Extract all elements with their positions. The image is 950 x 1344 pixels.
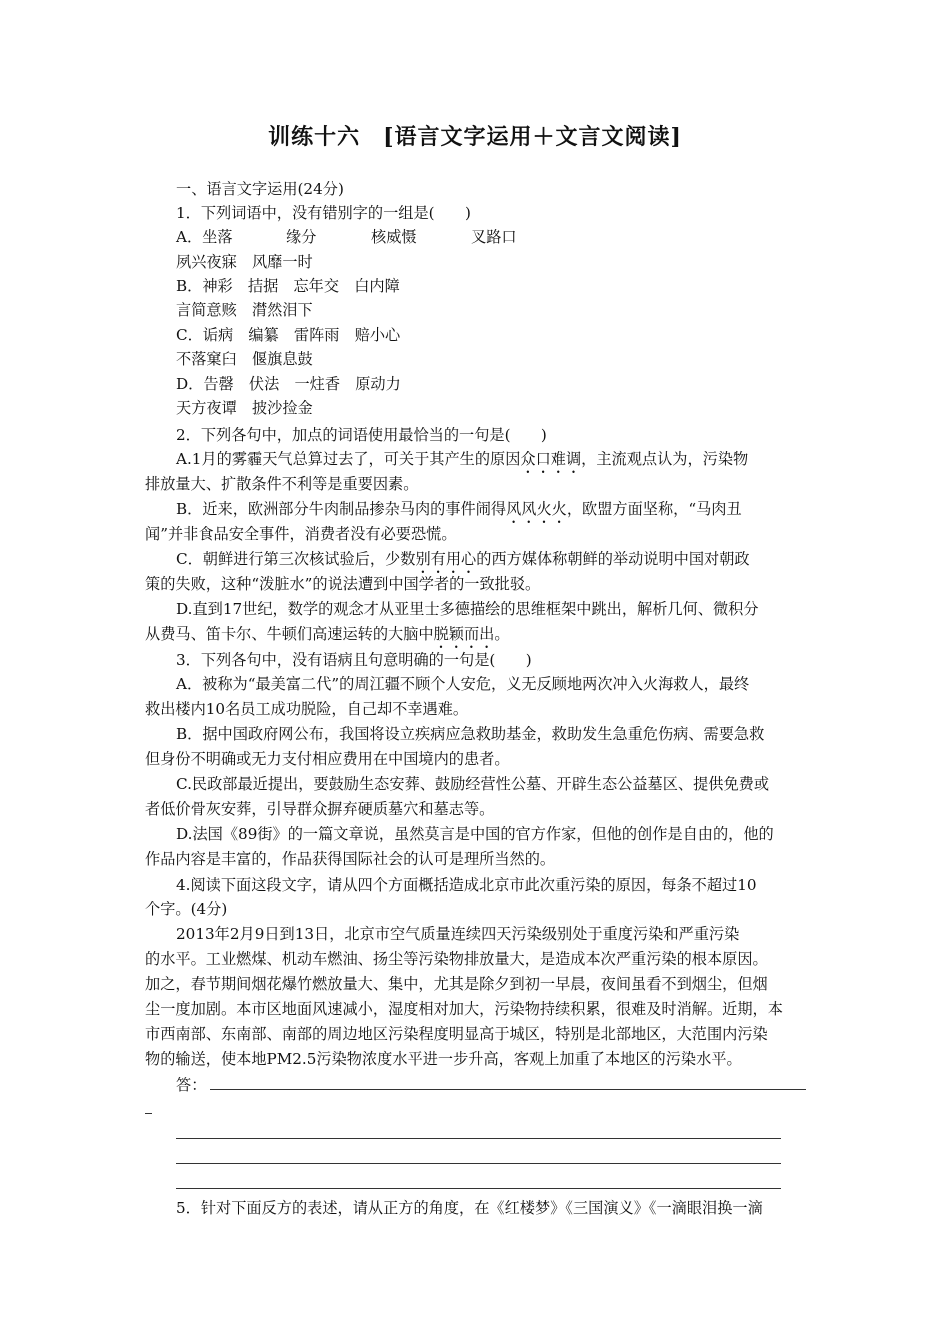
answer-line-stub <box>145 1113 152 1114</box>
q1-option-d-line1: D．告罄 伏法 一炷香 原动力 <box>176 375 401 393</box>
q2-b-dotted-phrase: 风风火火 <box>506 500 567 518</box>
section-heading: 一、语言文字运用(24分) <box>176 180 344 198</box>
q2-d-dotted-phrase: 脱颖而出 <box>433 625 495 643</box>
q4-passage-line2: 的水平。工业燃煤、机动车燃油、扬尘等污染物排放量大，是造成本次严重污染的根本原因。 <box>145 950 768 968</box>
answer-line-3[interactable] <box>176 1163 781 1164</box>
q3-option-c-line1: C.民政部最近提出，要鼓励生态安葬、鼓励经营性公墓、开辟生态公益墓区、提供免费或 <box>176 775 770 793</box>
q4-passage-line6: 物的输送，使本地PM2.5污染物浓度水平进一步升高，客观上加重了本地区的污染水平。 <box>145 1050 742 1068</box>
q4-stem-line2: 个字。(4分) <box>145 900 228 918</box>
answer-line-4[interactable] <box>176 1188 781 1189</box>
q1-option-b-line1: B．神彩 拮据 忘年交 白内障 <box>176 277 400 295</box>
q1-a-word4: 叉路口 <box>471 228 517 246</box>
q3-option-d-line1: D.法国《89街》的一篇文章说，虽然莫言是中国的官方作家，但他的创作是自由的，他的 <box>176 825 774 843</box>
q4-stem-line1: 4.阅读下面这段文字，请从四个方面概括造成北京市此次重污染的原因，每条不超过10 <box>176 876 757 894</box>
page-title: 训练十六 [语言文字运用＋文言文阅读] <box>268 124 682 150</box>
q2-stem: 2．下列各句中，加点的词语使用最恰当的一句是( ) <box>176 426 547 444</box>
q5-stem-line1: 5．针对下面反方的表述，请从正方的角度，在《红楼梦》《三国演义》《一滴眼泪换一滴 <box>176 1199 763 1217</box>
q2-a-text-pre: A.1月的雾霾天气总算过去了，可关于其产生的原因 <box>176 450 521 468</box>
q3-option-d-line2: 作品内容是丰富的，作品获得国际社会的认可是理所当然的。 <box>145 850 556 868</box>
q1-a-word1: A．坐落 <box>176 228 233 246</box>
q1-a-word3: 核威慑 <box>371 228 417 246</box>
q3-option-c-line2: 者低价骨灰安葬，引导群众摒弃硬质墓穴和墓志等。 <box>145 800 495 818</box>
q1-option-b-line2: 言简意赅 潸然泪下 <box>176 301 313 319</box>
q3-stem: 3．下列各句中，没有语病且句意明确的一句是( ) <box>176 651 532 669</box>
q2-c-text-post: 的西方媒体称朝鲜的举动说明中国对朝政 <box>476 550 750 568</box>
q2-c-text-pre: C．朝鲜进行第三次核试验后，少数 <box>176 550 416 568</box>
q4-passage-line5: 市西南部、东南部、南部的周边地区污染程度明显高于城区，特别是北部地区，大范围内污染 <box>145 1025 768 1043</box>
q1-stem: 1．下列词语中，没有错别字的一组是( ) <box>176 204 471 222</box>
q2-d-text-pre: 从费马、笛卡尔、牛顿们高速运转的大脑中 <box>145 625 434 643</box>
q2-d-text-post: 。 <box>494 625 510 643</box>
q3-option-b-line2: 但身份不明确或无力支付相应费用在中国境内的患者。 <box>145 750 510 768</box>
q2-a-text-post: ，主流观点认为，污染物 <box>581 450 749 468</box>
answer-label: 答： <box>176 1076 207 1094</box>
q2-option-d-line1: D.直到17世纪，数学的观念才从亚里士多德描绘的思维框架中跳出，解析几何、微积分 <box>176 600 759 618</box>
q3-option-a-line2: 救出楼内10名员工成功脱险，自己却不幸遇难。 <box>145 700 469 718</box>
q1-option-c-line2: 不落窠臼 偃旗息鼓 <box>176 350 313 368</box>
q1-option-a-line2: 夙兴夜寐 风靡一时 <box>176 253 313 271</box>
answer-line-1[interactable] <box>210 1089 806 1090</box>
answer-line-2[interactable] <box>176 1138 781 1139</box>
q3-option-a-line1: A．被称为“最美富二代”的周江疆不顾个人安危，义无反顾地两次冲入火海救人，最终 <box>176 675 750 693</box>
q2-option-a-line2: 排放量大、扩散条件不利等是重要因素。 <box>145 475 419 493</box>
q4-passage-line4: 尘一度加剧。本市区地面风速减小，湿度相对加大，污染物持续积累，很难及时消解。近期，本 <box>145 1000 783 1018</box>
q2-option-b-line2: 闻”并非食品安全事件，消费者没有必要恐慌。 <box>145 525 457 543</box>
q1-option-a-line1 <box>176 225 841 249</box>
q2-b-text-post: ，欧盟方面坚称，“马肉丑 <box>566 500 742 518</box>
q1-option-c-line1: C．诟病 编纂 雷阵雨 赔小心 <box>176 326 401 344</box>
q3-option-b-line1: B．据中国政府网公布，我国将设立疾病应急救助基金，救助发生急重危伤病、需要急救 <box>176 725 765 743</box>
q4-passage-line3: 加之，春节期间烟花爆竹燃放量大、集中，尤其是除夕到初一早晨，夜间虽看不到烟尘，但烟 <box>145 975 768 993</box>
q1-a-word2: 缘分 <box>286 228 317 246</box>
q2-b-text-pre: B．近来，欧洲部分牛肉制品掺杂马肉的事件闹得 <box>176 500 507 518</box>
q4-passage-line1: 2013年2月9日到13日，北京市空气质量连续四天污染级别处于重度污染和严重污染 <box>176 925 740 943</box>
q2-option-c-line2: 策的失败，这种“泼脏水”的说法遭到中国学者的一致批驳。 <box>145 575 541 593</box>
q2-a-dotted-phrase: 众口难调 <box>520 450 582 468</box>
q1-option-d-line2: 天方夜谭 披沙捡金 <box>176 399 313 417</box>
q2-c-dotted-phrase: 别有用心 <box>415 550 477 568</box>
